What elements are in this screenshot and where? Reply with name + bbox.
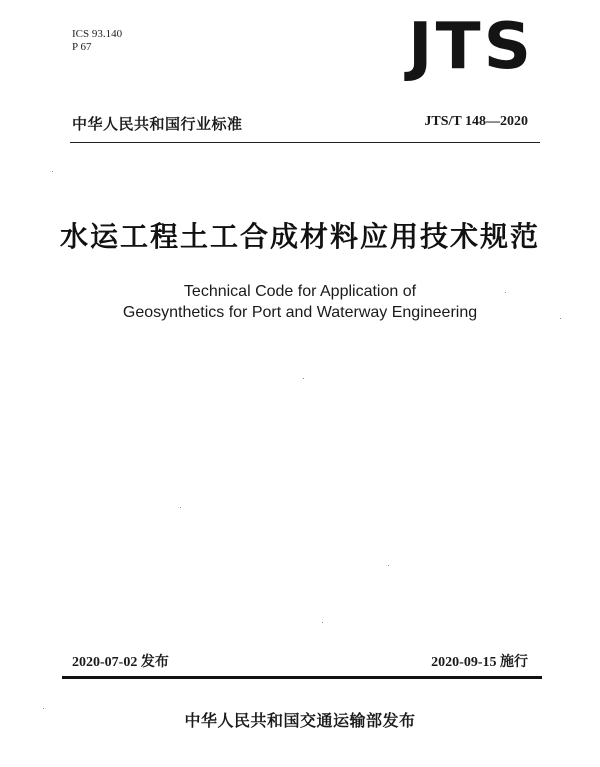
ics-code: ICS 93.140 (72, 28, 123, 40)
scan-speck (505, 292, 506, 293)
p-code: P 67 (72, 41, 92, 53)
scan-speck (52, 171, 53, 172)
scan-speck (388, 565, 389, 566)
issue-date: 2020-07-02 发布 (72, 655, 169, 670)
title-english-line-2: Geosynthetics for Port and Waterway Engineering (122, 304, 478, 321)
scan-speck (180, 507, 181, 508)
issuing-authority: 中华人民共和国交通运输部发布 (184, 711, 416, 730)
jts-logo: JTS (408, 10, 535, 84)
title-chinese: 水运工程土工合成材料应用技术规范 (59, 220, 540, 253)
header-divider (70, 142, 540, 143)
scan-speck (560, 318, 561, 319)
effective-date: 2020-09-15 施行 (431, 655, 528, 670)
standard-category: 中华人民共和国行业标准 (72, 115, 243, 133)
scan-speck (303, 378, 304, 379)
footer-divider (62, 676, 542, 679)
scan-speck (322, 622, 323, 623)
title-english-line-1: Technical Code for Application of (183, 283, 417, 300)
standard-number: JTS/T 148—2020 (424, 114, 528, 129)
title-english (0, 281, 600, 323)
scan-speck (43, 708, 44, 709)
